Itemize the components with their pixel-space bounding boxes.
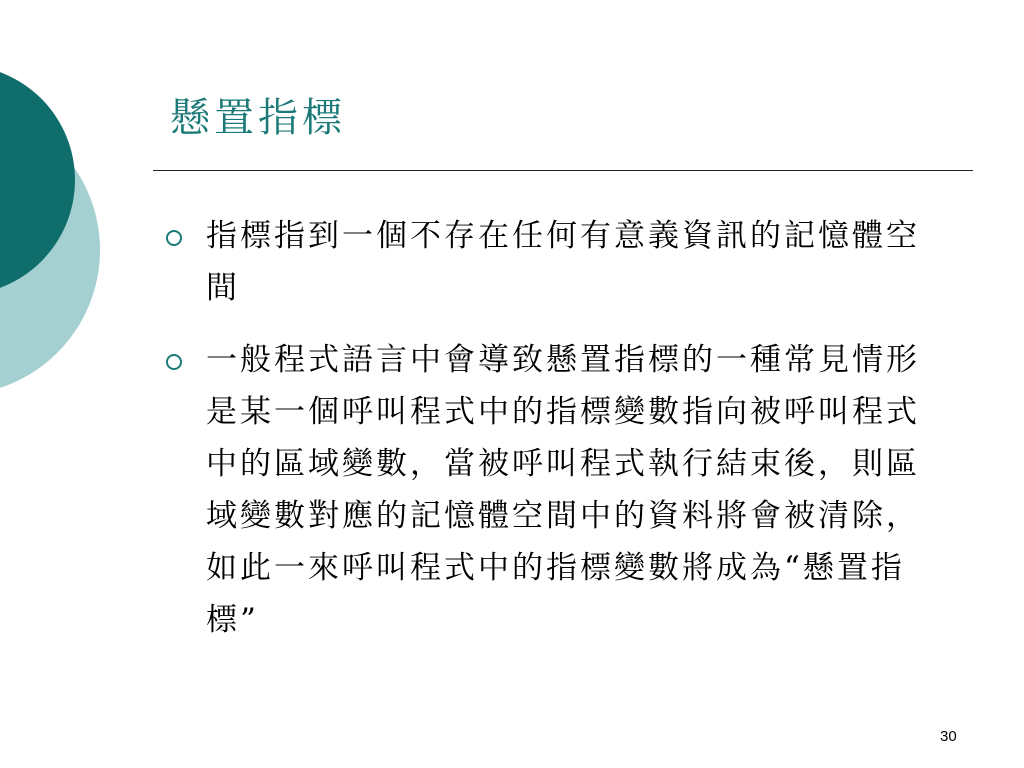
bullet-text: 一般程式語言中會導致懸置指標的一種常見情形是某一個呼叫程式中的指標變數指向被呼叫程式中的區域變數，當被呼叫程式執行結束後，則區域變數對應的記憶體空間中的資料將會被清除，如此一來呼叫程式中的指標變數將成為“懸置指標”: [206, 342, 920, 638]
page-number: 30: [940, 728, 957, 745]
decorative-circles: [0, 0, 110, 420]
hollow-circle-bullet-icon: [166, 230, 182, 246]
title-divider: [153, 170, 973, 171]
bullet-list: [164, 210, 954, 666]
hollow-circle-bullet-icon: [166, 354, 182, 370]
dark-teal-circle: [0, 65, 75, 295]
slide-title: 懸置指標: [170, 95, 346, 141]
bullet-item: [164, 210, 954, 314]
bullet-item: [164, 334, 954, 646]
light-teal-circle: [0, 105, 100, 395]
bullet-text: 指標指到一個不存在任何有意義資訊的記憶體空間: [206, 218, 920, 306]
